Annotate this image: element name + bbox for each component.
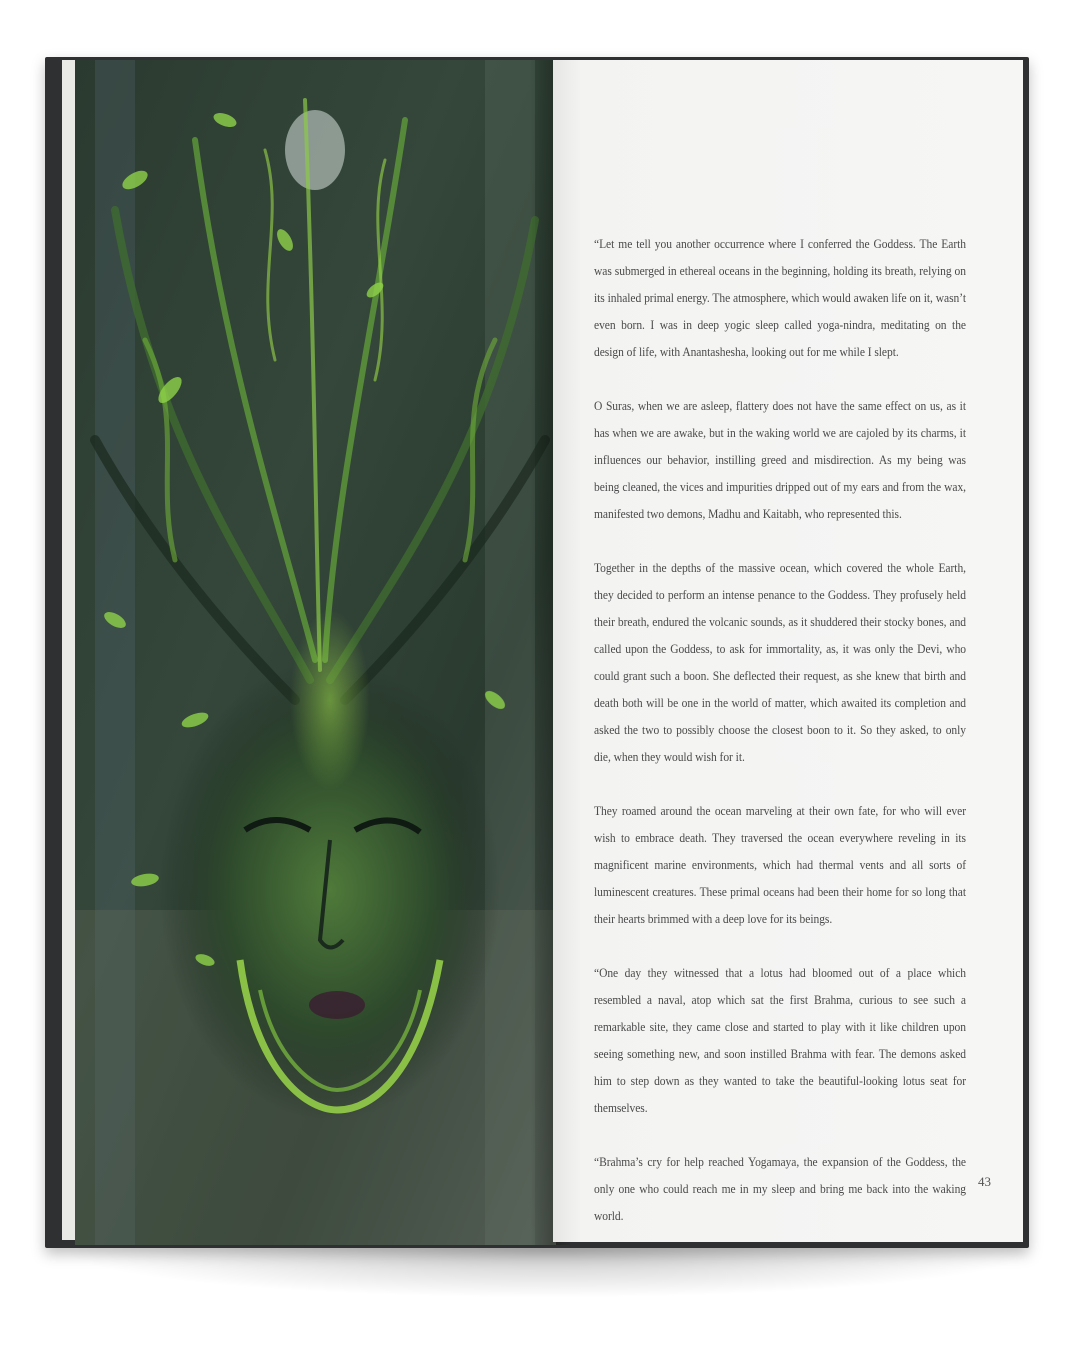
paragraph: “Brahma’s cry for help reached Yogamaya, the expansion of the Goddess, the only one who could reach me in my sleep and bring me back into the waking world. (594, 1155, 966, 1223)
page-text (594, 231, 966, 1257)
paragraph: They roamed around the ocean marveling at their own fate, for who will ever wish to embrace death. They traversed the ocean everywhere reveling in its magnificent marine environments, which had thermal vents and all sorts of luminescent creatures. These primal oceans had been their home for so long that their hearts brimmed with a deep love for its beings. (594, 804, 966, 926)
page-number: 43 (978, 1174, 991, 1189)
paragraph: “Let me tell you another occurrence where I conferred the Goddess. The Earth was submerged in ethereal oceans in the beginning, holding its breath, relying on its inhaled primal energy. The atmosphere, which would awaken life on it, wasn’t even born. I was in deep yogic sleep called yoga-nindra, meditating on the design of life, with Anantashesha, looking out for me while I slept. (594, 237, 966, 359)
paragraph: “One day they witnessed that a lotus had bloomed out of a place which resembled a naval, atop which sat the first Brahma, curious to see such a remarkable site, they came close and started to play with it like children upon seeing something new, and soon instilled Brahma with fear. The demons asked him to step down as they wanted to take the beautiful-looking lotus seat for themselves. (594, 966, 966, 1115)
paragraph: O Suras, when we are asleep, flattery does not have the same effect on us, as it has when we are awake, but in the waking world we are cajoled by its charms, it influences our behavior, instilling greed and misdirection. As my being was being cleaned, the vices and impurities dripped out of my ears and from the wax, manifested two demons, Madhu and Kaitabh, who represented this. (594, 399, 966, 521)
goddess-painting (75, 60, 556, 1245)
paragraph: Together in the depths of the massive ocean, which covered the whole Earth, they decided to perform an intense penance to the Goddess. They profusely held their breath, endured the volcanic sounds, as it shuddered their stocky bones, and called upon the Goddess, to ask for immortality, as, it was only the Devi, who could grant such a boon. She deflected their request, as she knew that birth and death both will be one in the world of matter, which awaited its completion and asked the two to possibly choose the closest boon to it. So they asked, to only die, when they would wish for it. (594, 561, 966, 764)
